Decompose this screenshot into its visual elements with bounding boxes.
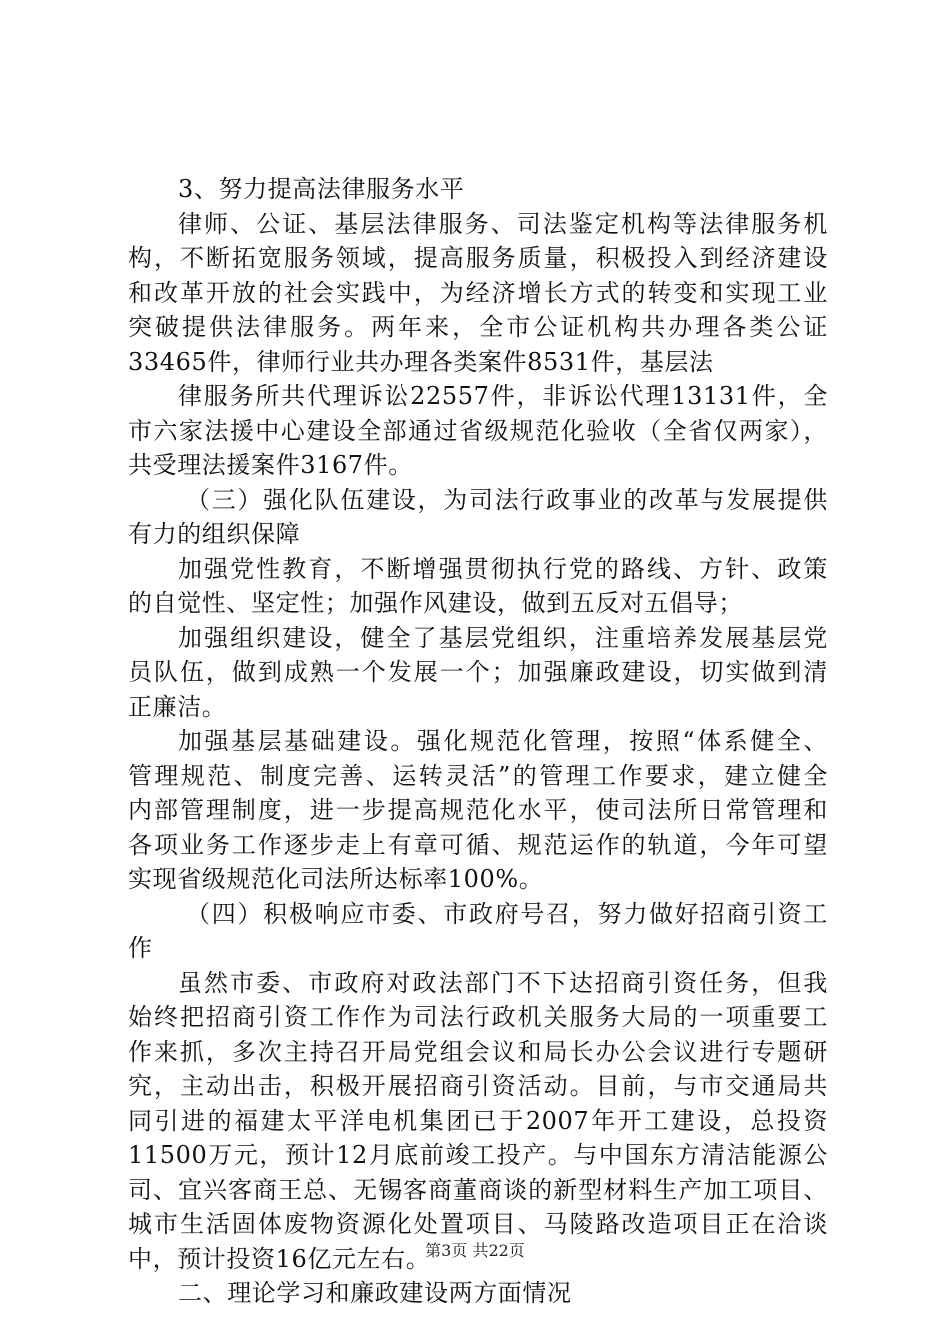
text-line: 加强基层基础建设。强化规范化管理，按照“体系健全、 xyxy=(178,727,828,755)
text-line: 的自觉性、坚定性；加强作风建设，做到五反对五倡导； xyxy=(128,589,743,617)
text-line: 管理规范、制度完善、运转灵活”的管理工作要求，建立健全 xyxy=(128,761,828,790)
text-line: 加强党性教育，不断增强贯彻执行党的路线、方针、政策 xyxy=(178,554,828,583)
text-line: 33465件，律师行业共办理各类案件8531件，基层法 xyxy=(128,347,714,376)
text-line: 和改革开放的社会实践中，为经济增长方式的转变和实现工业 xyxy=(128,278,828,307)
text-line: 始终把招商引资工作作为司法行政机关服务大局的一项重要工 xyxy=(128,1003,828,1031)
text-line: 作 xyxy=(128,934,153,962)
text-line: 市六家法援中心建设全部通过省级规范化验收（全省仅两家）， xyxy=(128,416,828,445)
text-line: 共受理法援案件3167件。 xyxy=(128,451,413,479)
text-line: 加强组织建设，健全了基层党组织，注重培养发展基层党 xyxy=(178,623,828,652)
text-line: 有力的组织保障 xyxy=(128,520,301,548)
text-line: 二、理论学习和廉政建设两方面情况 xyxy=(178,1279,572,1307)
text-line: 作来抓，多次主持召开局党组会议和局长办公会议进行专题研 xyxy=(128,1037,828,1066)
text-line: 律师、公证、基层法律服务、司法鉴定机构等法律服务机 xyxy=(178,209,828,238)
text-line: 突破提供法律服务。两年来，全市公证机构共办理各类公证 xyxy=(128,313,828,341)
page-footer: 第3页 共22页 xyxy=(425,1241,525,1260)
text-line: 内部管理制度，进一步提高规范化水平，使司法所日常管理和 xyxy=(128,796,828,824)
text-line: （四）积极响应市委、市政府号召，努力做好招商引资工 xyxy=(186,899,828,928)
text-line: 司、宜兴客商王总、无锡客商董商谈的新型材料生产加工项目、 xyxy=(128,1175,828,1204)
text-line: 律服务所共代理诉讼22557件，非诉讼代理13131件，全 xyxy=(178,382,828,410)
text-line: 3、努力提高法律服务水平 xyxy=(178,175,465,203)
text-line: 各项业务工作逐步走上有章可循、规范运作的轨道，今年可望 xyxy=(128,830,828,859)
text-line: 城市生活固体废物资源化处置项目、马陵路改造项目正在洽谈 xyxy=(128,1210,828,1238)
text-line: 实现省级规范化司法所达标率100%。 xyxy=(128,865,544,893)
text-line: 究，主动出击，积极开展招商引资活动。目前，与市交通局共 xyxy=(128,1072,828,1100)
text-line: 构，不断拓宽服务领域，提高服务质量，积极投入到经济建设 xyxy=(128,244,828,272)
text-line: （三）强化队伍建设，为司法行政事业的改革与发展提供 xyxy=(186,485,828,514)
text-line: 虽然市委、市政府对政法部门不下达招商引资任务，但我 xyxy=(178,968,828,997)
text-line: 同引进的福建太平洋电机集团已于2007年开工建设，总投资 xyxy=(128,1106,828,1135)
text-line: 11500万元，预计12月底前竣工投产。与中国东方清洁能源公 xyxy=(128,1141,828,1169)
text-line: 正廉洁。 xyxy=(128,692,227,721)
text-line: 中，预计投资16亿元左右。 xyxy=(128,1244,431,1273)
document-body xyxy=(128,172,828,1311)
text-line: 员队伍，做到成熟一个发展一个；加强廉政建设，切实做到清 xyxy=(128,658,828,686)
